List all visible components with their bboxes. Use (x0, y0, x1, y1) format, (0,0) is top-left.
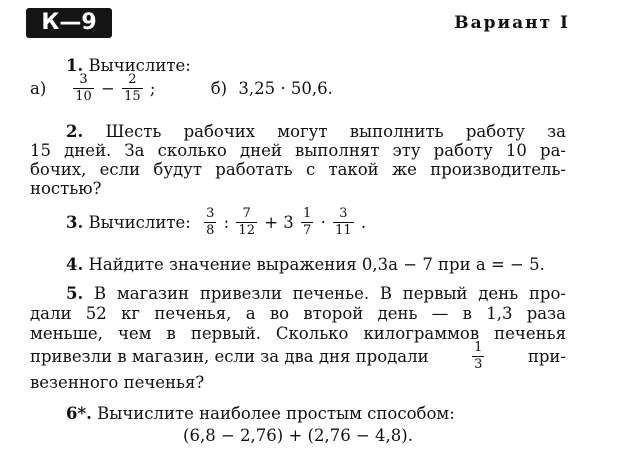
task-2-line-1 (66, 122, 566, 141)
fraction-numerator: 2 (122, 72, 143, 89)
fraction-denominator: 12 (238, 223, 255, 238)
divide-sign: : (223, 213, 230, 232)
fraction-1-7 (301, 206, 313, 239)
task-4 (66, 255, 545, 274)
task-4-text: Найдите значение выражения 0,3a − 7 при a = − 5. (88, 255, 545, 274)
task-2-number: 2. (66, 122, 84, 141)
task-6-expression: (6,8 − 2,76) + (2,76 − 4,8). (183, 426, 413, 445)
task-6-number: 6*. (66, 404, 92, 423)
variant-title: Вариант I (454, 13, 570, 33)
task-5-line-4-end: при- (527, 347, 566, 366)
fraction-numerator: 7 (236, 206, 257, 223)
task-1-text: Вычислите: (88, 56, 191, 75)
variant-badge: К—9 (26, 8, 112, 38)
task-6-text: Вычислите наиболее простым способом: (97, 404, 455, 423)
task-5-text: В магазин привезли печенье. В первый день про- (94, 284, 567, 303)
part-b-expression: 3,25 · 50,6. (238, 79, 333, 98)
task-5-line-4 (30, 340, 566, 373)
fraction-numerator: 1 (474, 340, 483, 355)
part-b-label: б) (210, 79, 228, 98)
plus-whole: + 3 (264, 213, 294, 232)
fraction-denominator: 10 (75, 89, 92, 104)
minus-sign: − (101, 79, 115, 98)
fraction-denominator: 8 (206, 223, 215, 238)
task-5-line-4-text: привезли в магазин, если за два дня продали (30, 347, 429, 366)
task-5-number: 5. (66, 284, 84, 303)
fraction-3-8 (204, 206, 216, 239)
task-5-line-3: меньше, чем в первый. Сколько килограммов печенья (30, 324, 566, 343)
task-2-line-4: ностью? (30, 179, 102, 198)
task-5-line-1 (66, 284, 566, 303)
task-3-text: Вычислите: (88, 213, 191, 232)
part-a-label: а) (30, 79, 47, 98)
fraction-numerator: 3 (333, 206, 354, 223)
task-4-number: 4. (66, 255, 84, 274)
multiply-sign: · (320, 213, 326, 232)
semicolon: ; (149, 79, 156, 98)
fraction-2-15 (122, 72, 143, 105)
task-6 (66, 404, 455, 423)
fraction-denominator: 15 (124, 89, 141, 104)
fraction-denominator: 7 (303, 223, 312, 238)
fraction-numerator: 3 (206, 206, 215, 221)
task-1-parts (30, 72, 333, 105)
task-2-line-2: 15 дней. За сколько дней выполнят эту работу 10 ра- (30, 141, 566, 160)
fraction-1-3 (472, 340, 484, 373)
fraction-denominator: 11 (335, 223, 352, 238)
task-5-line-5: везенного печенья? (30, 373, 205, 392)
fraction-3-10 (73, 72, 94, 105)
task-3-number: 3. (66, 213, 84, 232)
fraction-numerator: 3 (73, 72, 94, 89)
period: . (360, 213, 367, 232)
task-5-line-2: дали 52 кг печенья, а во второй день — в 1,3 раза (30, 304, 566, 323)
fraction-3-11 (333, 206, 354, 239)
task-2-line-3: бочих, если будут работать с такой же производитель- (30, 160, 566, 179)
task-2-text: Шесть рабочих могут выполнить работу за (105, 122, 566, 141)
task-3 (66, 206, 366, 239)
fraction-7-12 (236, 206, 257, 239)
fraction-numerator: 1 (303, 206, 312, 221)
task-1-number: 1. (66, 56, 84, 75)
fraction-denominator: 3 (474, 357, 483, 372)
